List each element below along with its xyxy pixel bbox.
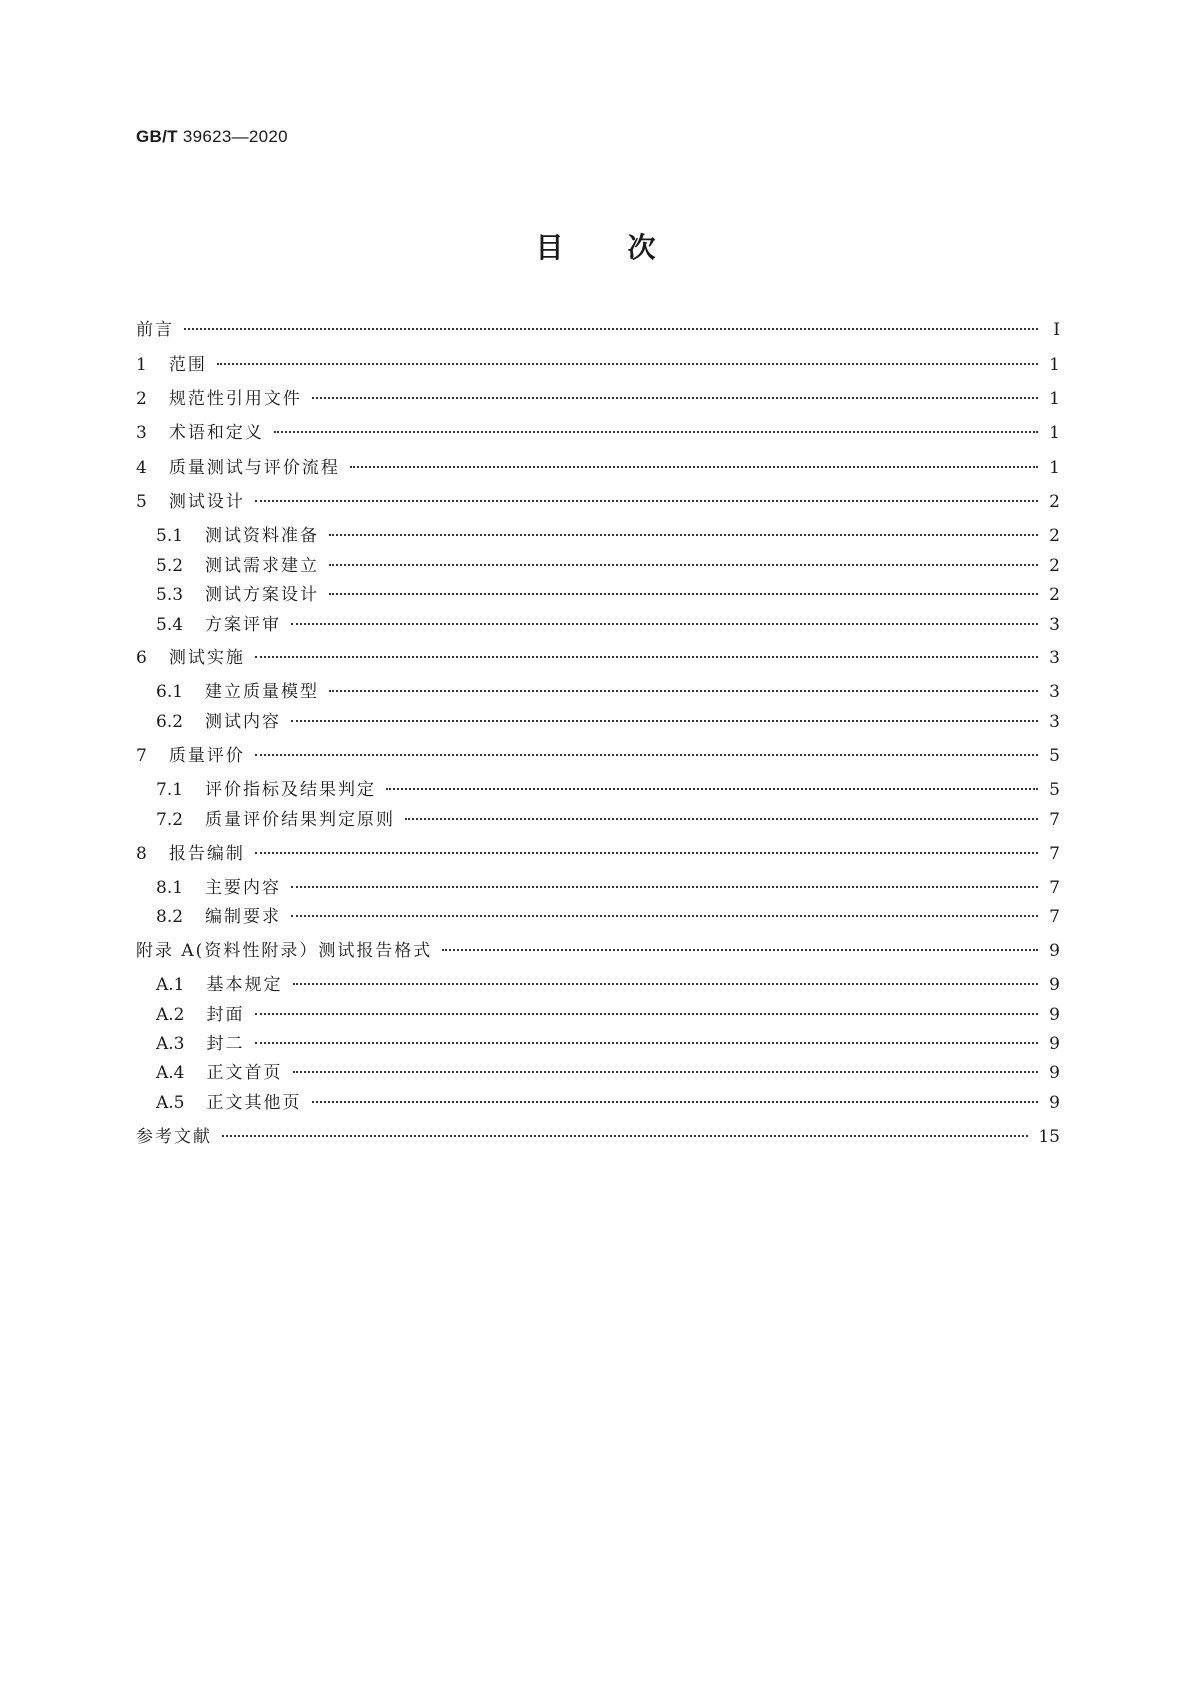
toc-entry[interactable] bbox=[136, 876, 1060, 900]
toc-entry-page: 5 bbox=[1049, 746, 1060, 766]
toc-entry[interactable] bbox=[136, 421, 1060, 445]
toc-entry[interactable] bbox=[136, 490, 1060, 514]
toc-entry[interactable] bbox=[136, 1091, 1060, 1115]
toc-entry-number: 7.2 bbox=[156, 810, 184, 830]
dot-leader bbox=[329, 564, 1038, 566]
toc-entry[interactable] bbox=[136, 1061, 1060, 1085]
toc-entry-title: 编制要求 bbox=[205, 907, 282, 927]
dot-leader bbox=[312, 1101, 1039, 1103]
dot-leader bbox=[293, 983, 1039, 985]
toc-entry-number: 5.1 bbox=[156, 526, 184, 546]
toc-entry-number: A.2 bbox=[156, 1005, 185, 1025]
toc-entry-title: 测试方案设计 bbox=[205, 585, 320, 605]
toc-entry-page: 2 bbox=[1049, 556, 1060, 576]
toc-entry-title: 基本规定 bbox=[206, 975, 283, 995]
dot-leader bbox=[255, 1013, 1039, 1015]
toc-entry-title: 正文首页 bbox=[206, 1063, 283, 1083]
toc-entry-number: A.1 bbox=[156, 975, 185, 995]
toc-entry-page: 9 bbox=[1049, 1093, 1060, 1113]
toc-entry-page: 2 bbox=[1049, 526, 1060, 546]
toc-entry[interactable] bbox=[136, 1125, 1060, 1149]
toc-entry[interactable] bbox=[136, 905, 1060, 929]
dot-leader bbox=[255, 500, 1038, 502]
toc-entry-number: A.5 bbox=[156, 1093, 185, 1113]
toc-entry[interactable] bbox=[136, 842, 1060, 866]
toc-entry[interactable] bbox=[136, 1003, 1060, 1027]
dot-leader bbox=[442, 949, 1038, 951]
dot-leader bbox=[255, 656, 1038, 658]
toc-entry-title: 参考文献 bbox=[136, 1127, 212, 1147]
toc-entry-number: 3 bbox=[136, 423, 147, 443]
standard-prefix: GB/T bbox=[136, 127, 178, 146]
dot-leader bbox=[329, 690, 1038, 692]
toc-entry[interactable] bbox=[136, 778, 1060, 802]
toc-entry-number: 5 bbox=[136, 492, 147, 512]
toc-entry-page: 7 bbox=[1049, 878, 1060, 898]
toc-entry-number: A.4 bbox=[156, 1063, 185, 1083]
dot-leader bbox=[291, 720, 1038, 722]
toc-entry-title: 测试资料准备 bbox=[205, 526, 320, 546]
toc-entry-page: 1 bbox=[1049, 458, 1060, 478]
toc-entry-number: 4 bbox=[136, 458, 147, 478]
toc-entry-title: 报告编制 bbox=[168, 844, 245, 864]
toc-entry-page: 15 bbox=[1038, 1127, 1060, 1147]
toc-entry-title: 附录 A(资料性附录）测试报告格式 bbox=[136, 941, 433, 961]
toc-entry-page: 1 bbox=[1049, 389, 1060, 409]
toc-entry[interactable] bbox=[136, 387, 1060, 411]
dot-leader bbox=[274, 431, 1038, 433]
toc-entry[interactable] bbox=[136, 318, 1060, 342]
toc-entry-page: 3 bbox=[1049, 615, 1060, 635]
dot-leader bbox=[291, 886, 1038, 888]
toc-entry-title: 测试需求建立 bbox=[205, 556, 320, 576]
toc-entry-page: 7 bbox=[1049, 810, 1060, 830]
toc-entry[interactable] bbox=[136, 973, 1060, 997]
toc-entry-number: A.3 bbox=[156, 1034, 185, 1054]
toc-entry-page: 7 bbox=[1049, 907, 1060, 927]
dot-leader bbox=[350, 466, 1038, 468]
toc-entry-title: 前言 bbox=[136, 320, 174, 340]
toc-entry-title: 测试内容 bbox=[205, 712, 282, 732]
toc-entry-title: 建立质量模型 bbox=[205, 682, 320, 702]
toc-entry[interactable] bbox=[136, 524, 1060, 548]
dot-leader bbox=[291, 623, 1038, 625]
toc-entry-number: 7 bbox=[136, 746, 147, 766]
toc-entry-number: 5.4 bbox=[156, 615, 184, 635]
toc-entry-title: 范围 bbox=[168, 355, 207, 375]
toc-entry-page: 3 bbox=[1049, 682, 1060, 702]
toc-entry-title: 术语和定义 bbox=[168, 423, 264, 443]
toc-entry[interactable] bbox=[136, 583, 1060, 607]
toc-entry-title: 正文其他页 bbox=[206, 1093, 302, 1113]
toc-entry-number: 6 bbox=[136, 648, 147, 668]
standard-number: 39623—2020 bbox=[182, 127, 288, 146]
toc-entry[interactable] bbox=[136, 744, 1060, 768]
toc-entry-title: 质量测试与评价流程 bbox=[168, 458, 340, 478]
toc-entry[interactable] bbox=[136, 456, 1060, 480]
standard-code bbox=[136, 127, 288, 147]
toc-entry-number: 2 bbox=[136, 389, 147, 409]
toc-entry-number: 8.2 bbox=[156, 907, 184, 927]
toc-entry[interactable] bbox=[136, 710, 1060, 734]
toc-entry-number: 8 bbox=[136, 844, 147, 864]
dot-leader bbox=[329, 593, 1038, 595]
toc-entry-title: 封面 bbox=[206, 1005, 245, 1025]
toc-entry-page: 3 bbox=[1049, 648, 1060, 668]
dot-leader bbox=[293, 1071, 1039, 1073]
toc-entry-page: 1 bbox=[1049, 355, 1060, 375]
page-title: 目次 bbox=[535, 231, 720, 264]
dot-leader bbox=[405, 818, 1038, 820]
toc-entry[interactable] bbox=[136, 808, 1060, 832]
toc-entry-page: 2 bbox=[1049, 492, 1060, 512]
toc-entry[interactable] bbox=[136, 939, 1060, 963]
toc-entry-page: 7 bbox=[1049, 844, 1060, 864]
dot-leader bbox=[255, 852, 1038, 854]
toc-entry-title: 评价指标及结果判定 bbox=[205, 780, 377, 800]
toc-entry-page: 9 bbox=[1049, 1063, 1060, 1083]
toc-entry-page: 9 bbox=[1049, 975, 1060, 995]
toc-entry-number: 6.1 bbox=[156, 682, 184, 702]
dot-leader bbox=[255, 754, 1038, 756]
toc-entry[interactable] bbox=[136, 646, 1060, 670]
toc-entry-page: 3 bbox=[1049, 712, 1060, 732]
dot-leader bbox=[255, 1042, 1039, 1044]
toc-entry-number: 5.3 bbox=[156, 585, 184, 605]
toc-entry-page: 5 bbox=[1049, 780, 1060, 800]
toc-entry[interactable] bbox=[136, 613, 1060, 637]
toc-entry-number: 8.1 bbox=[156, 878, 184, 898]
toc-entry-title: 质量评价结果判定原则 bbox=[205, 810, 396, 830]
toc-entry-title: 主要内容 bbox=[205, 878, 282, 898]
toc-entry-title: 测试设计 bbox=[168, 492, 245, 512]
toc-entry-page: 2 bbox=[1049, 585, 1060, 605]
toc-entry-page: 9 bbox=[1049, 941, 1060, 961]
dot-leader bbox=[184, 328, 1038, 330]
toc-entry-number: 1 bbox=[136, 355, 147, 375]
dot-leader bbox=[222, 1135, 1028, 1137]
toc-entry-title: 规范性引用文件 bbox=[168, 389, 302, 409]
dot-leader bbox=[312, 397, 1038, 399]
dot-leader bbox=[291, 915, 1038, 917]
toc-entry-title: 测试实施 bbox=[168, 648, 245, 668]
toc-entry-number: 6.2 bbox=[156, 712, 184, 732]
dot-leader bbox=[386, 788, 1038, 790]
toc-entry-title: 封二 bbox=[206, 1034, 245, 1054]
toc-entry-number: 5.2 bbox=[156, 556, 184, 576]
toc-entry[interactable] bbox=[136, 1032, 1060, 1056]
toc-entry-page: 1 bbox=[1049, 423, 1060, 443]
toc-entry-page: I bbox=[1053, 320, 1060, 340]
toc-entry-number: 7.1 bbox=[156, 780, 184, 800]
toc-entry[interactable] bbox=[136, 680, 1060, 704]
toc-entry[interactable] bbox=[136, 353, 1060, 377]
toc-entry-page: 9 bbox=[1049, 1005, 1060, 1025]
toc-entry[interactable] bbox=[136, 554, 1060, 578]
dot-leader bbox=[329, 534, 1038, 536]
toc-entry-title: 方案评审 bbox=[205, 615, 282, 635]
toc-entry-title: 质量评价 bbox=[168, 746, 245, 766]
dot-leader bbox=[217, 363, 1038, 365]
toc-entry-page: 9 bbox=[1049, 1034, 1060, 1054]
